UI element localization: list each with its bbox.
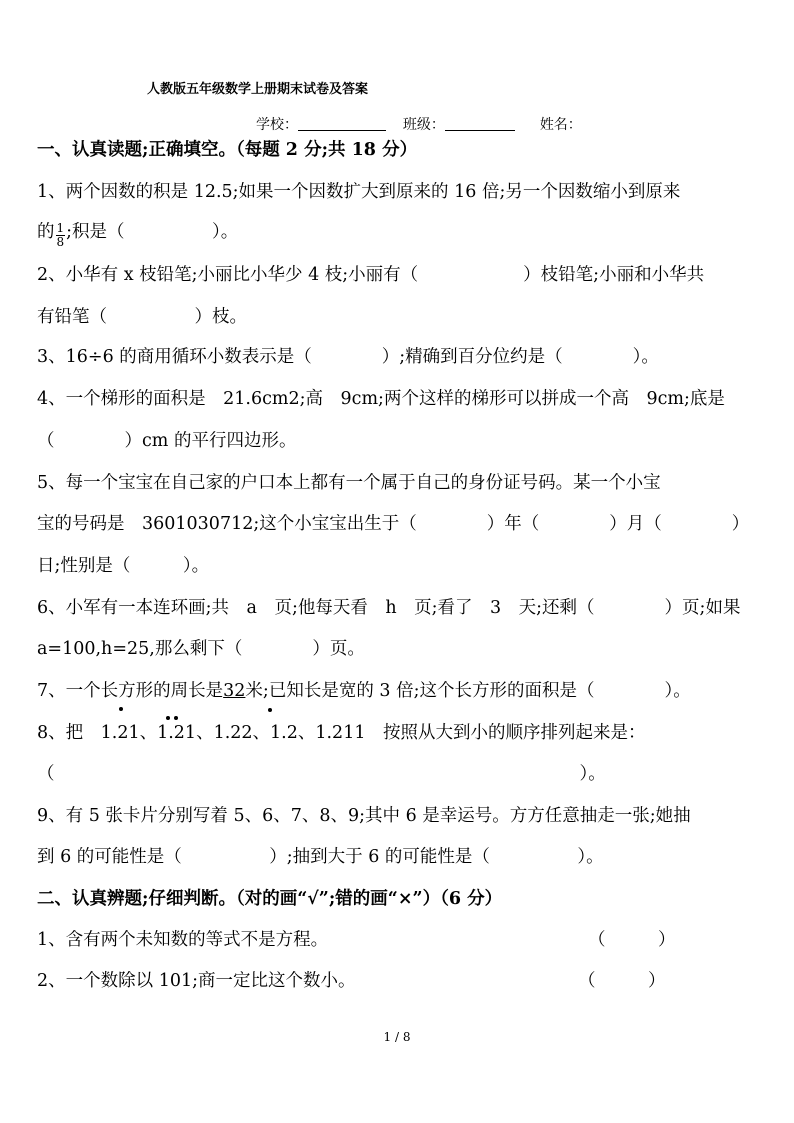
q5-line1: 5、每一个宝宝在自己家的户口本上都有一个属于自己的身份证号码。某一个小宝 [37,473,661,493]
q1-suffix: ;积是（ ）。 [66,222,239,242]
q9-line2: 到 6 的可能性是（ ）;抽到大于 6 的可能性是（ ）。 [37,847,604,867]
q2-line1: 2、小华有 x 枝铅笔;小丽比小华少 4 枝;小丽有（ ）枝铅笔;小丽和小华共 [37,265,705,285]
class-blank [445,116,515,131]
judge-bracket-2: （ ） [578,971,666,991]
school-label: 学校： [256,117,298,133]
q4-line2: （ ）cm 的平行四边形。 [37,431,297,451]
page-number: 1 / 8 [383,1030,411,1044]
recurring-dot [119,707,123,711]
q7-perimeter-value: 32 [223,681,246,701]
q1-line2 [37,222,238,249]
school-blank [298,116,386,131]
student-info-row [256,114,582,134]
q7-suffix: 米;已知长是宽的 3 倍;这个长方形的面积是（ ）。 [245,681,691,701]
name-label: 姓名： [539,117,582,133]
q8-line2: （ ）。 [37,764,606,784]
fraction-one-eighth [56,222,66,249]
q9-line1: 9、有 5 张卡片分别写着 5、6、7、8、9;其中 6 是幸运号。方方任意抽走一张;她抽 [37,806,691,826]
judge-item-2: 2、一个数除以 101;商一定比这个数小。 [37,971,356,991]
q7-line [37,683,691,701]
q1-prefix: 的 [37,222,55,242]
document-title: 人教版五年级数学上册期末试卷及答案 [147,82,369,97]
judge-bracket-1: （ ） [588,930,676,950]
q1-line1: 1、两个因数的积是 12.5;如果一个因数扩大到原来的 16 倍;另一个因数缩小到原来 [37,182,681,202]
recurring-dot [166,716,170,720]
q6-line2: a=100,h=25,那么剩下（ ）页。 [37,639,365,659]
section2-heading: 二、认真辨题;仔细判断。（对的画“√”;错的画“×”）（6 分） [37,889,503,909]
q2-line2: 有铅笔（ ）枝。 [37,307,247,327]
class-label: 班级： [402,117,445,133]
recurring-dot [174,716,178,720]
q3-line: 3、16÷6 的商用循环小数表示是（ ）;精确到百分位约是（ ）。 [37,347,659,367]
q6-line1: 6、小军有一本连环画;共 a 页;他每天看 h 页;看了 3 天;还剩（ ）页;如果 [37,598,741,618]
q5-line3: 日;性别是（ ）。 [37,556,210,576]
q8-line1: 8、把 1.21、1.21、1.22、1.2、1.211 按照从大到小的顺序排列起来是： [37,723,646,743]
recurring-dot [268,708,272,712]
fraction-denominator: 8 [56,235,65,249]
q4-line1: 4、一个梯形的面积是 21.6cm2;高 9cm;两个这样的梯形可以拼成一个高 9cm;底是 [37,389,725,409]
fraction-numerator: 1 [56,221,65,235]
section1-heading: 一、认真读题;正确填空。（每题 2 分;共 18 分） [37,140,418,160]
q7-prefix: 7、一个长方形的周长是 [37,681,224,701]
judge-item-1: 1、含有两个未知数的等式不是方程。 [37,930,329,950]
q5-line2: 宝的号码是 3601030712;这个小宝宝出生于（ ）年（ ）月（ ） [37,514,750,534]
